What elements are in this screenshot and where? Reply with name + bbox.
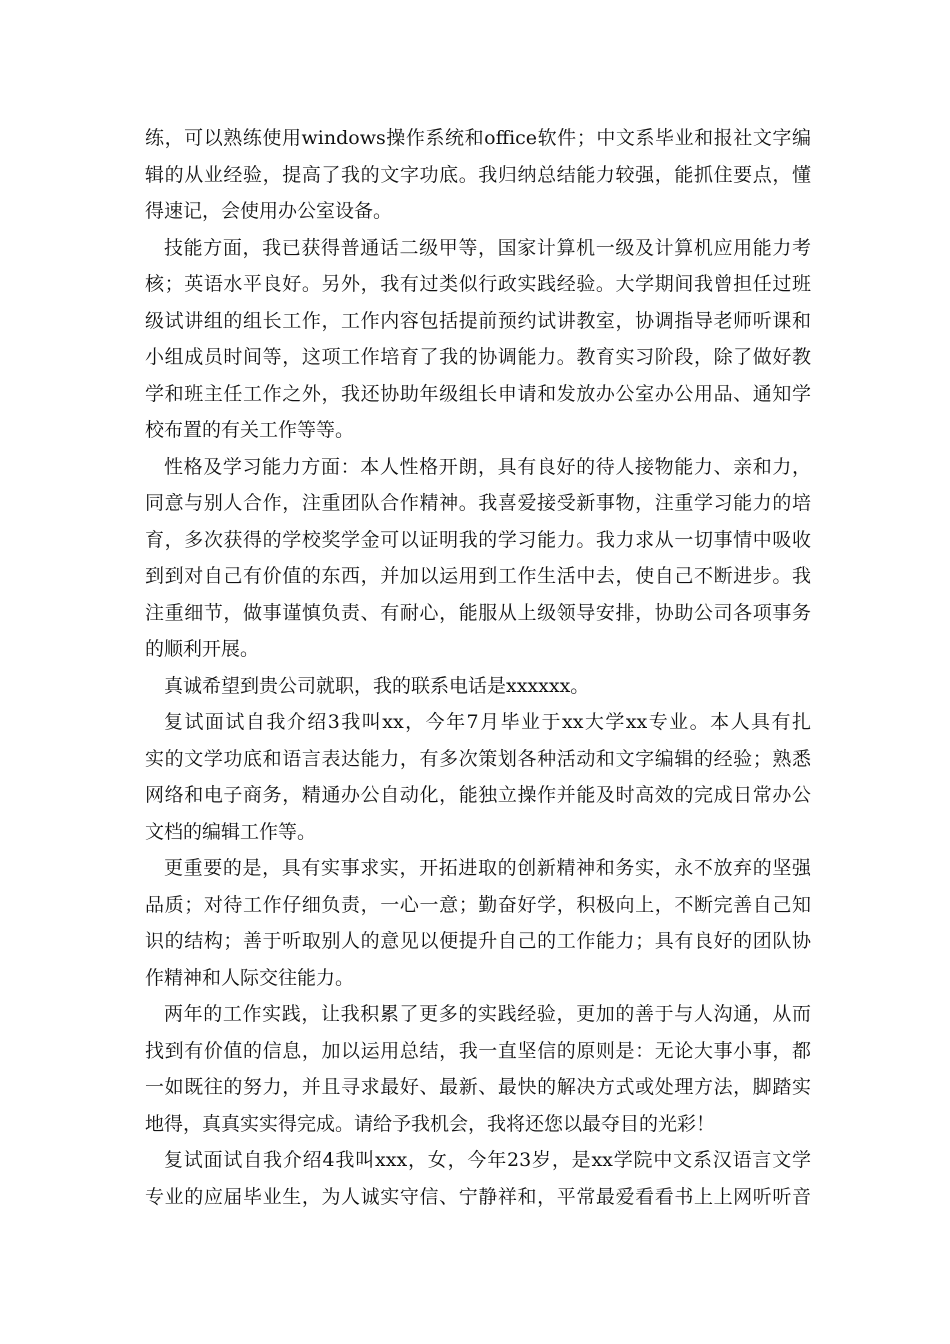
paragraph-2-line-6: 校布置的有关工作等等。 bbox=[145, 419, 355, 441]
paragraph-3-line-6: 的顺利开展。 bbox=[145, 638, 260, 660]
paragraph-5-line-1: 复试面试自我介绍3我叫xx，今年7月毕业于xx大学xx专业。本人具有扎 bbox=[164, 711, 811, 733]
paragraph-6-line-2: 品质；对待工作仔细负责，一心一意；勤奋好学，积极向上，不断完善自己知 bbox=[145, 893, 811, 916]
paragraph-1-line-2: 辑的从业经验，提高了我的文字功底。我归纳总结能力较强，能抓住要点，懂 bbox=[145, 163, 811, 186]
paragraph-7-line-1: 两年的工作实践，让我积累了更多的实践经验，更加的善于与人沟通，从而 bbox=[164, 1003, 811, 1025]
paragraph-8-line-2: 专业的应届毕业生，为人诚实守信、宁静祥和，平常最爱看看书上上网听听音 bbox=[145, 1185, 811, 1208]
document-body bbox=[145, 120, 811, 1215]
paragraph-1-line-1: 练，可以熟练使用windows操作系统和office软件；中文系毕业和报社文字编 bbox=[145, 127, 811, 149]
paragraph-7-line-4: 地得，真真实实得完成。请给予我机会，我将还您以最夺目的光彩！ bbox=[145, 1112, 716, 1135]
paragraph-2-line-1: 技能方面，我已获得普通话二级甲等，国家计算机一级及计算机应用能力考 bbox=[164, 236, 811, 259]
paragraph-6-line-1: 更重要的是，具有实事求实，开拓进取的创新精神和务实，永不放弃的坚强 bbox=[164, 857, 811, 879]
paragraph-2-line-3: 级试讲组的组长工作，工作内容包括提前预约试讲教室，协调指导老师听课和 bbox=[145, 309, 811, 332]
paragraph-1-line-3: 得速记，会使用办公室设备。 bbox=[145, 200, 393, 222]
paragraph-3-line-3: 育，多次获得的学校奖学金可以证明我的学习能力。我力求从一切事情中吸收 bbox=[145, 528, 811, 551]
paragraph-4-line-1: 真诚希望到贵公司就职，我的联系电话是xxxxxx。 bbox=[164, 674, 590, 697]
paragraph-3-line-4: 到到对自己有价值的东西，并加以运用到工作生活中去，使自己不断进步。我 bbox=[145, 565, 811, 587]
paragraph-5-line-3: 网络和电子商务，精通办公自动化，能独立操作并能及时高效的完成日常办公 bbox=[145, 784, 811, 806]
paragraph-7-line-3: 一如既往的努力，并且寻求最好、最新、最快的解决方式或处理方法，脚踏实 bbox=[145, 1076, 811, 1098]
paragraph-3-line-5: 注重细节，做事谨慎负责、有耐心，能服从上级领导安排，协助公司各项事务 bbox=[145, 601, 811, 624]
paragraph-7-line-2: 找到有价值的信息，加以运用总结，我一直坚信的原则是：无论大事小事，都 bbox=[145, 1039, 811, 1062]
paragraph-5-line-2: 实的文学功底和语言表达能力，有多次策划各种活动和文字编辑的经验；熟悉 bbox=[145, 747, 811, 770]
paragraph-2-line-5: 学和班主任工作之外，我还协助年级组长申请和发放办公室办公用品、通知学 bbox=[145, 382, 811, 405]
paragraph-3-line-2: 同意与别人合作，注重团队合作精神。我喜爱接受新事物，注重学习能力的培 bbox=[145, 492, 811, 514]
paragraph-2-line-2: 核；英语水平良好。另外，我有过类似行政实践经验。大学期间我曾担任过班 bbox=[145, 273, 811, 295]
paragraph-6-line-4: 作精神和人际交往能力。 bbox=[145, 966, 355, 989]
paragraph-2-line-4: 小组成员时间等，这项工作培育了我的协调能力。教育实习阶段，除了做好教 bbox=[145, 346, 811, 368]
paragraph-5-line-4: 文档的编辑工作等。 bbox=[145, 820, 317, 843]
paragraph-3-line-1: 性格及学习能力方面：本人性格开朗，具有良好的待人接物能力、亲和力， bbox=[164, 455, 811, 478]
paragraph-8-line-1: 复试面试自我介绍4我叫xxx，女，今年23岁，是xx学院中文系汉语言文学 bbox=[164, 1149, 811, 1171]
paragraph-6-line-3: 识的结构；善于听取别人的意见以便提升自己的工作能力；具有良好的团队协 bbox=[145, 930, 811, 952]
